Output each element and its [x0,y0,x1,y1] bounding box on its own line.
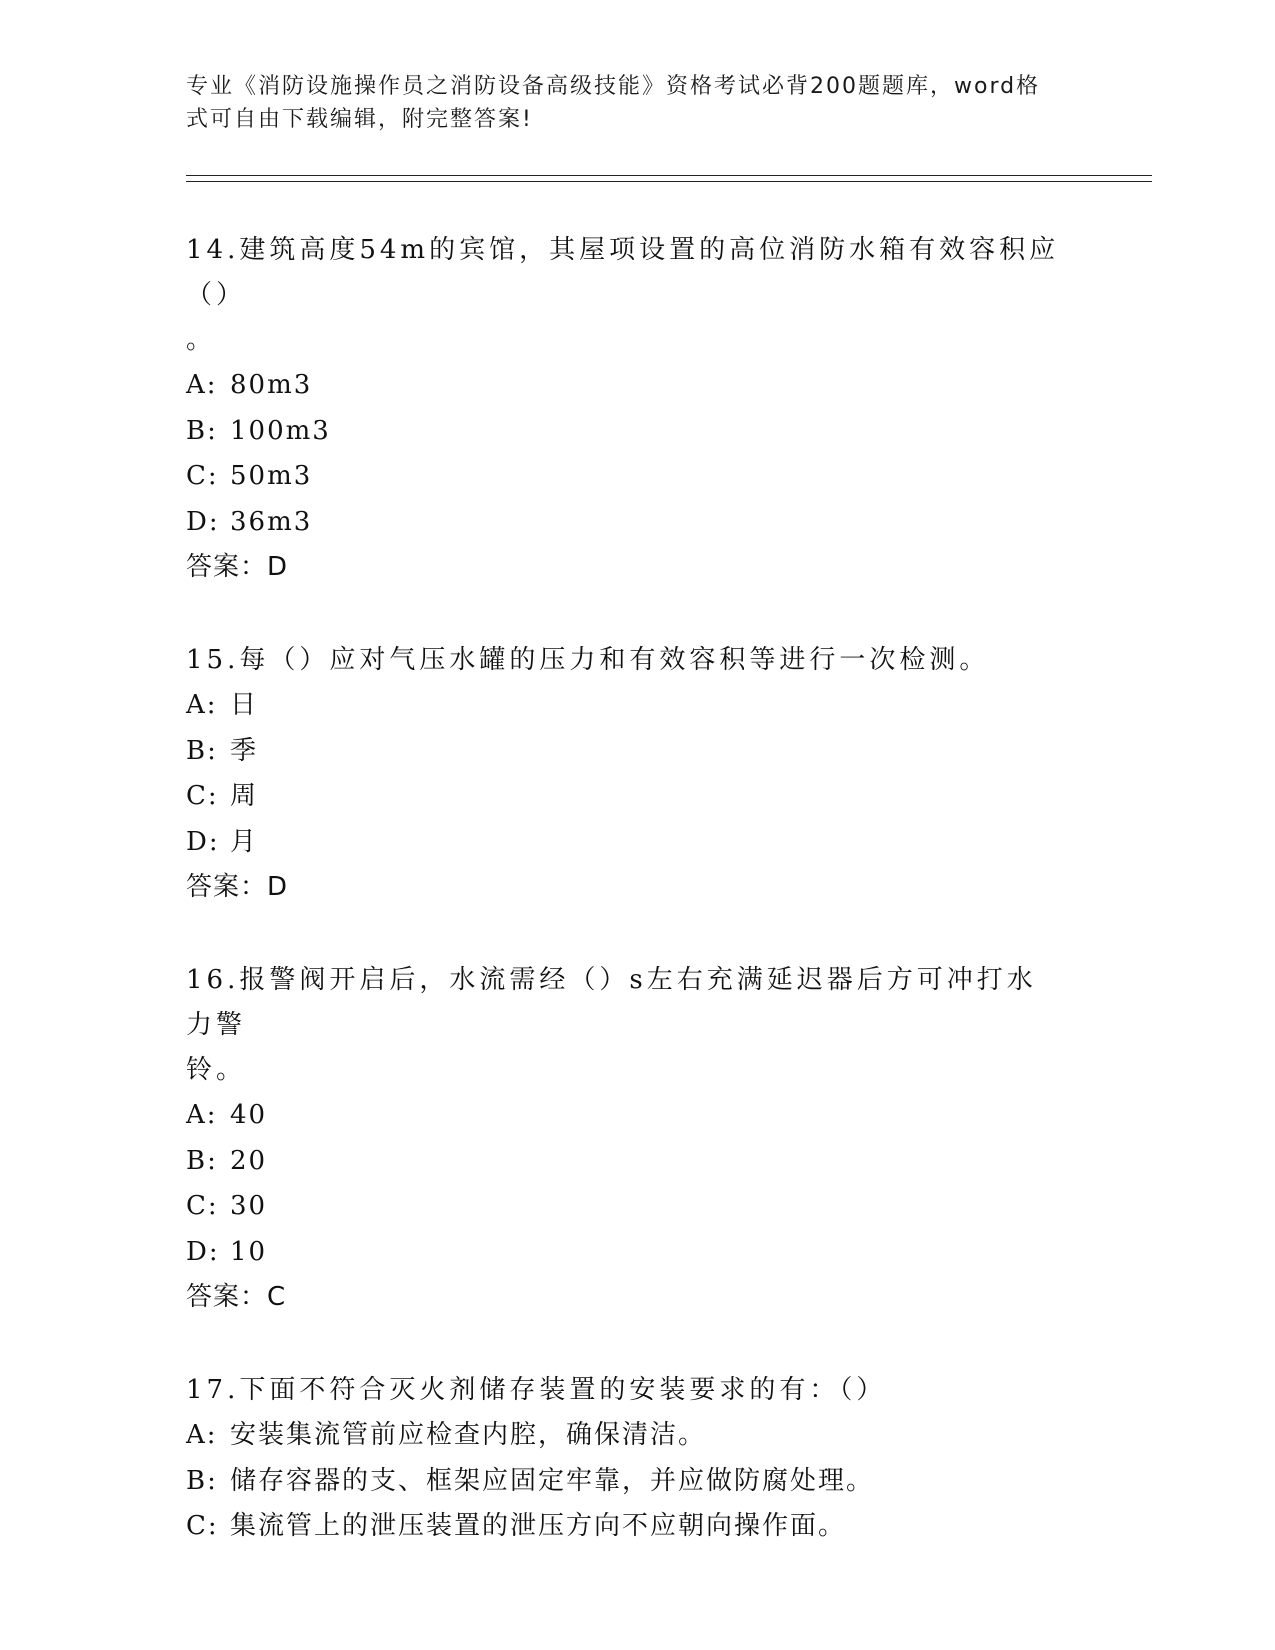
option-label: C: [186,1511,219,1541]
question-text-continuation: 铃。 [186,1055,247,1085]
option-text: 周 [230,781,259,811]
option-b [186,729,1066,775]
option-label: D: [186,1236,220,1267]
question-text: 15.每（）应对气压水罐的压力和有效容积等进行一次检测。 [186,645,990,675]
option-text: 100m3 [230,415,331,446]
option-text: 36m3 [230,506,313,537]
option-a [186,1093,1066,1139]
option-c [186,454,1066,500]
question-14 [186,228,1066,590]
option-text: 50m3 [230,461,313,491]
option-label: D: [186,826,220,857]
option-c [186,1184,1066,1230]
option-text: 储存容器的支、框架应固定牢靠，并应做防腐处理。 [230,1465,875,1496]
option-text: 40 [230,1100,268,1130]
option-b [186,409,1066,455]
option-text: 日 [230,690,259,720]
question-text: 14.建筑高度54m的宾馆，其屋项设置的高位消防水箱有效容积应（） [186,235,1060,310]
option-b [186,1459,1066,1505]
option-a [186,363,1066,409]
option-label: A: [186,1420,218,1450]
option-label: B: [186,735,218,766]
answer: 答案：D [186,872,289,902]
option-label: B: [186,1465,218,1496]
option-label: A: [186,690,218,720]
option-d [186,1230,1066,1276]
option-label: A: [186,370,218,400]
option-text: 月 [230,826,259,857]
option-a [186,683,1066,729]
option-label: B: [186,1145,218,1176]
question-17 [186,1368,1066,1550]
option-text: 80m3 [230,370,313,400]
option-label: C: [186,461,219,491]
option-text: 季 [230,735,259,766]
question-text: 16.报警阀开启后，水流需经（）s左右充满延迟器后方可冲打水力警 [186,965,1037,1040]
header-line-1: 专业《消防设施操作员之消防设备高级技能》资格考试必背200题题库，word格 [186,74,1041,99]
header-divider-top [186,175,1152,176]
answer: 答案：C [186,1282,287,1312]
option-text: 20 [230,1145,268,1176]
header-divider-bottom [186,181,1152,182]
question-text-continuation: 。 [186,325,217,355]
option-d [186,500,1066,546]
option-text: 安装集流管前应检查内腔，确保清洁。 [230,1420,707,1450]
option-a [186,1413,1066,1459]
header-line-2: 式可自由下载编辑，附完整答案! [186,107,533,132]
option-label: A: [186,1100,218,1130]
option-label: B: [186,415,218,446]
answer: 答案：D [186,552,289,582]
option-text: 10 [230,1236,268,1267]
question-text: 17.下面不符合灭火剂储存装置的安装要求的有：（） [186,1375,887,1405]
option-label: D: [186,506,220,537]
option-label: C: [186,781,219,811]
document-header [186,70,1066,136]
question-16 [186,958,1066,1320]
question-15 [186,638,1066,910]
option-b [186,1139,1066,1185]
option-text: 集流管上的泄压装置的泄压方向不应朝向操作面。 [230,1511,847,1541]
option-c [186,774,1066,820]
option-c [186,1504,1066,1550]
option-label: C: [186,1191,219,1221]
question-list [186,228,1066,1550]
option-text: 30 [230,1191,268,1221]
option-d [186,820,1066,866]
